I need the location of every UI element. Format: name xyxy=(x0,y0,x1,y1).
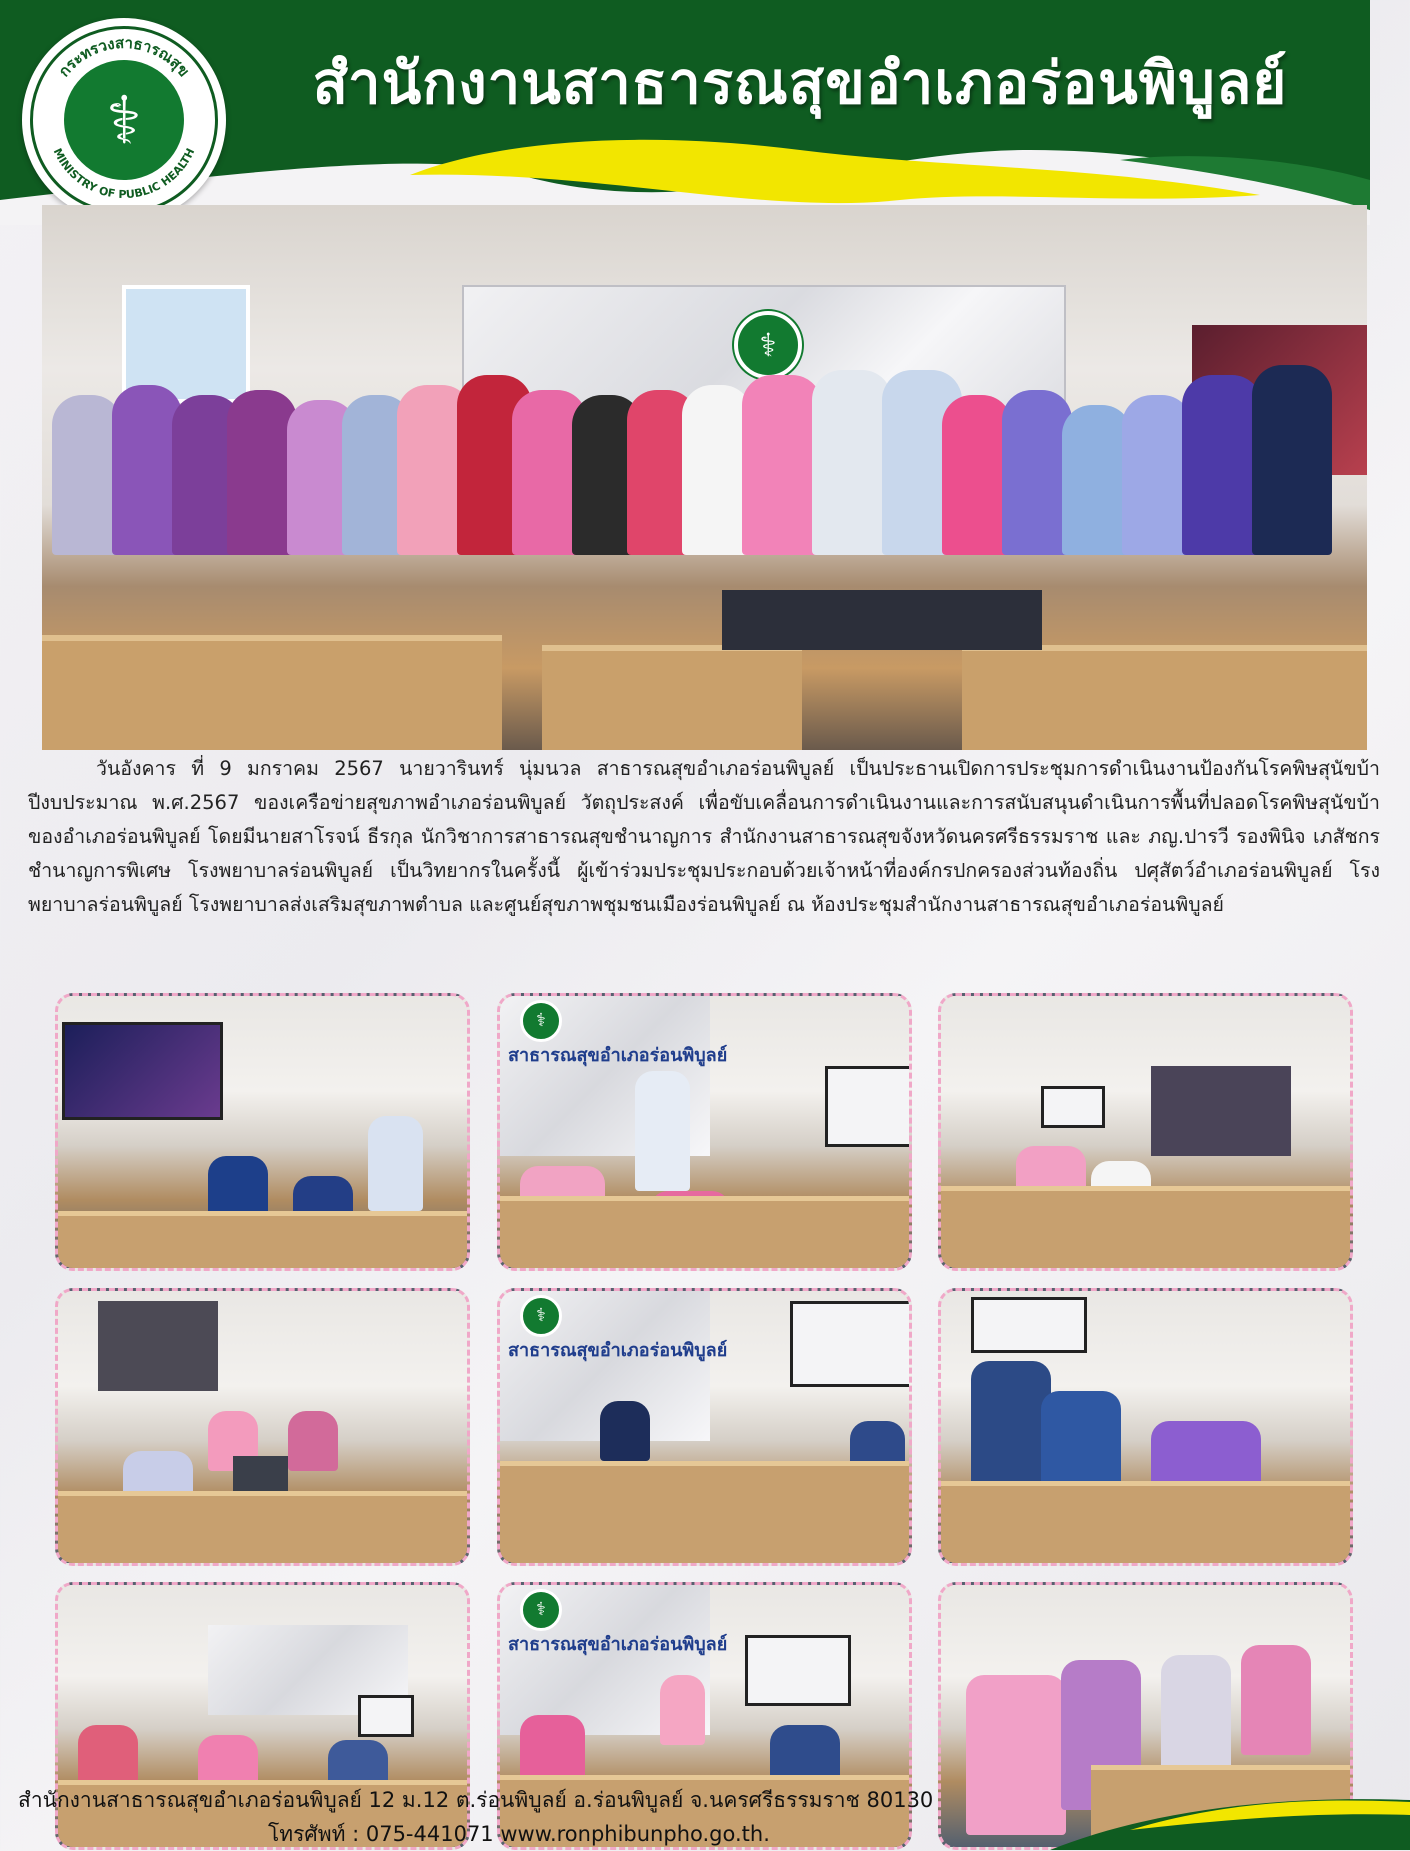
presentation-screen xyxy=(790,1301,912,1387)
logo-text-bottom: MINISTRY OF PUBLIC HEALTH xyxy=(50,146,198,202)
presentation-screen xyxy=(745,1635,851,1706)
table xyxy=(962,645,1367,750)
presentation-screen xyxy=(971,1297,1087,1353)
ministry-logo-icon: ⚕ xyxy=(734,311,802,379)
page-title: สำนักงานสาธารณสุขอำเภอร่อนพิบูลย์ xyxy=(312,49,1288,117)
main-group-photo xyxy=(42,205,1367,750)
backdrop-text: สาธารณสุขอำเภอร่อนพิบูลย์ xyxy=(508,1340,728,1361)
laptop xyxy=(233,1456,288,1496)
gallery-photo-4 xyxy=(55,1288,470,1566)
gallery-photo-2 xyxy=(497,993,912,1271)
news-text: วันอังคาร ที่ 9 มกราคม 2567 นายวารินทร์ นุ่มนวล สาธารณสุขอำเภอร่อนพิบูลย์ เป็นประธานเปิดการประชุมการดำเนินงานป้องกันโรคพิษสุนัขบ้า ปีงบประมาณ พ.ศ.2567 ของเครือข่ายสุขภาพอำเภอร่อนพิบูลย์ วัตถุประสงค์ เพื่อขับเคลื่อนการดำเนินงานและการสนับสนุนดำเนินการพื้นที่ปลอดโรคพิษสุนัขบ้าของอำเภอร่อนพิบูลย์ โดยมีนายสาโรจน์ ธีรกุล นักวิชาการสาธารณสุขชำนาญการ สำนักงานสาธารณสุขจังหวัดนครศรีธรรมราช และ ภญ.ปารวี รองพินิจ เภสัชกรชำนาญการพิเศษ โรงพยาบาลร่อนพิบูลย์ เป็นวิทยากรในครั้งนี้ ผู้เข้าร่วมประชุมประกอบด้วยเจ้าหน้าที่องค์กรปกครองส่วนท้องถิ่น ปศุสัตว์อำเภอร่อนพิบูลย์ โรงพยาบาลร่อนพิบูลย์ โรงพยาบาลส่งเสริมสุขภาพตำบล และศูนย์สุขภาพชุมชนเมืองร่อนพิบูลย์ ณ ห้องประชุมสำนักงานสาธารณสุขอำเภอร่อนพิบูลย์ xyxy=(28,757,1380,916)
news-paragraph xyxy=(28,752,1380,922)
front-desk xyxy=(722,590,1042,650)
presentation-screen xyxy=(358,1695,414,1737)
backdrop-text: สาธารณสุขอำเภอร่อนพิบูลย์ xyxy=(508,1634,728,1655)
curtains xyxy=(98,1301,218,1391)
table xyxy=(42,635,502,750)
gallery-photo-3 xyxy=(938,993,1353,1271)
ministry-logo-icon: ⚕ xyxy=(520,1000,562,1042)
logo-text-top: กระทรวงสาธารณสุข xyxy=(54,33,194,81)
presentation-screen xyxy=(825,1066,912,1147)
gallery-photo-5 xyxy=(497,1288,912,1566)
header-banner xyxy=(0,0,1370,225)
footer-phone-website: โทรศัพท์ : 075-441071 www.ronphibunpho.go.th. xyxy=(268,1822,770,1846)
ministry-logo-icon: ⚕ xyxy=(520,1295,562,1337)
gallery-photo-6 xyxy=(938,1288,1353,1566)
ministry-logo-icon: ⚕ xyxy=(520,1589,562,1631)
backdrop-text: สาธารณสุขอำเภอร่อนพิบูลย์ xyxy=(508,1045,728,1066)
presentation-screen xyxy=(62,1022,223,1120)
table xyxy=(542,645,802,750)
gallery-photo-1 xyxy=(55,993,470,1271)
footer-address: สำนักงานสาธารณสุขอำเภอร่อนพิบูลย์ 12 ม.12 ต.ร่อนพิบูลย์ อ.ร่อนพิบูลย์ จ.นครศรีธรรมราช 80130 xyxy=(18,1788,934,1812)
group-of-people xyxy=(42,355,1367,555)
ministry-logo xyxy=(22,18,226,222)
presentation-screen xyxy=(1041,1086,1105,1128)
caduceus-icon: ⚕ xyxy=(64,60,184,180)
curtains xyxy=(1151,1066,1291,1156)
